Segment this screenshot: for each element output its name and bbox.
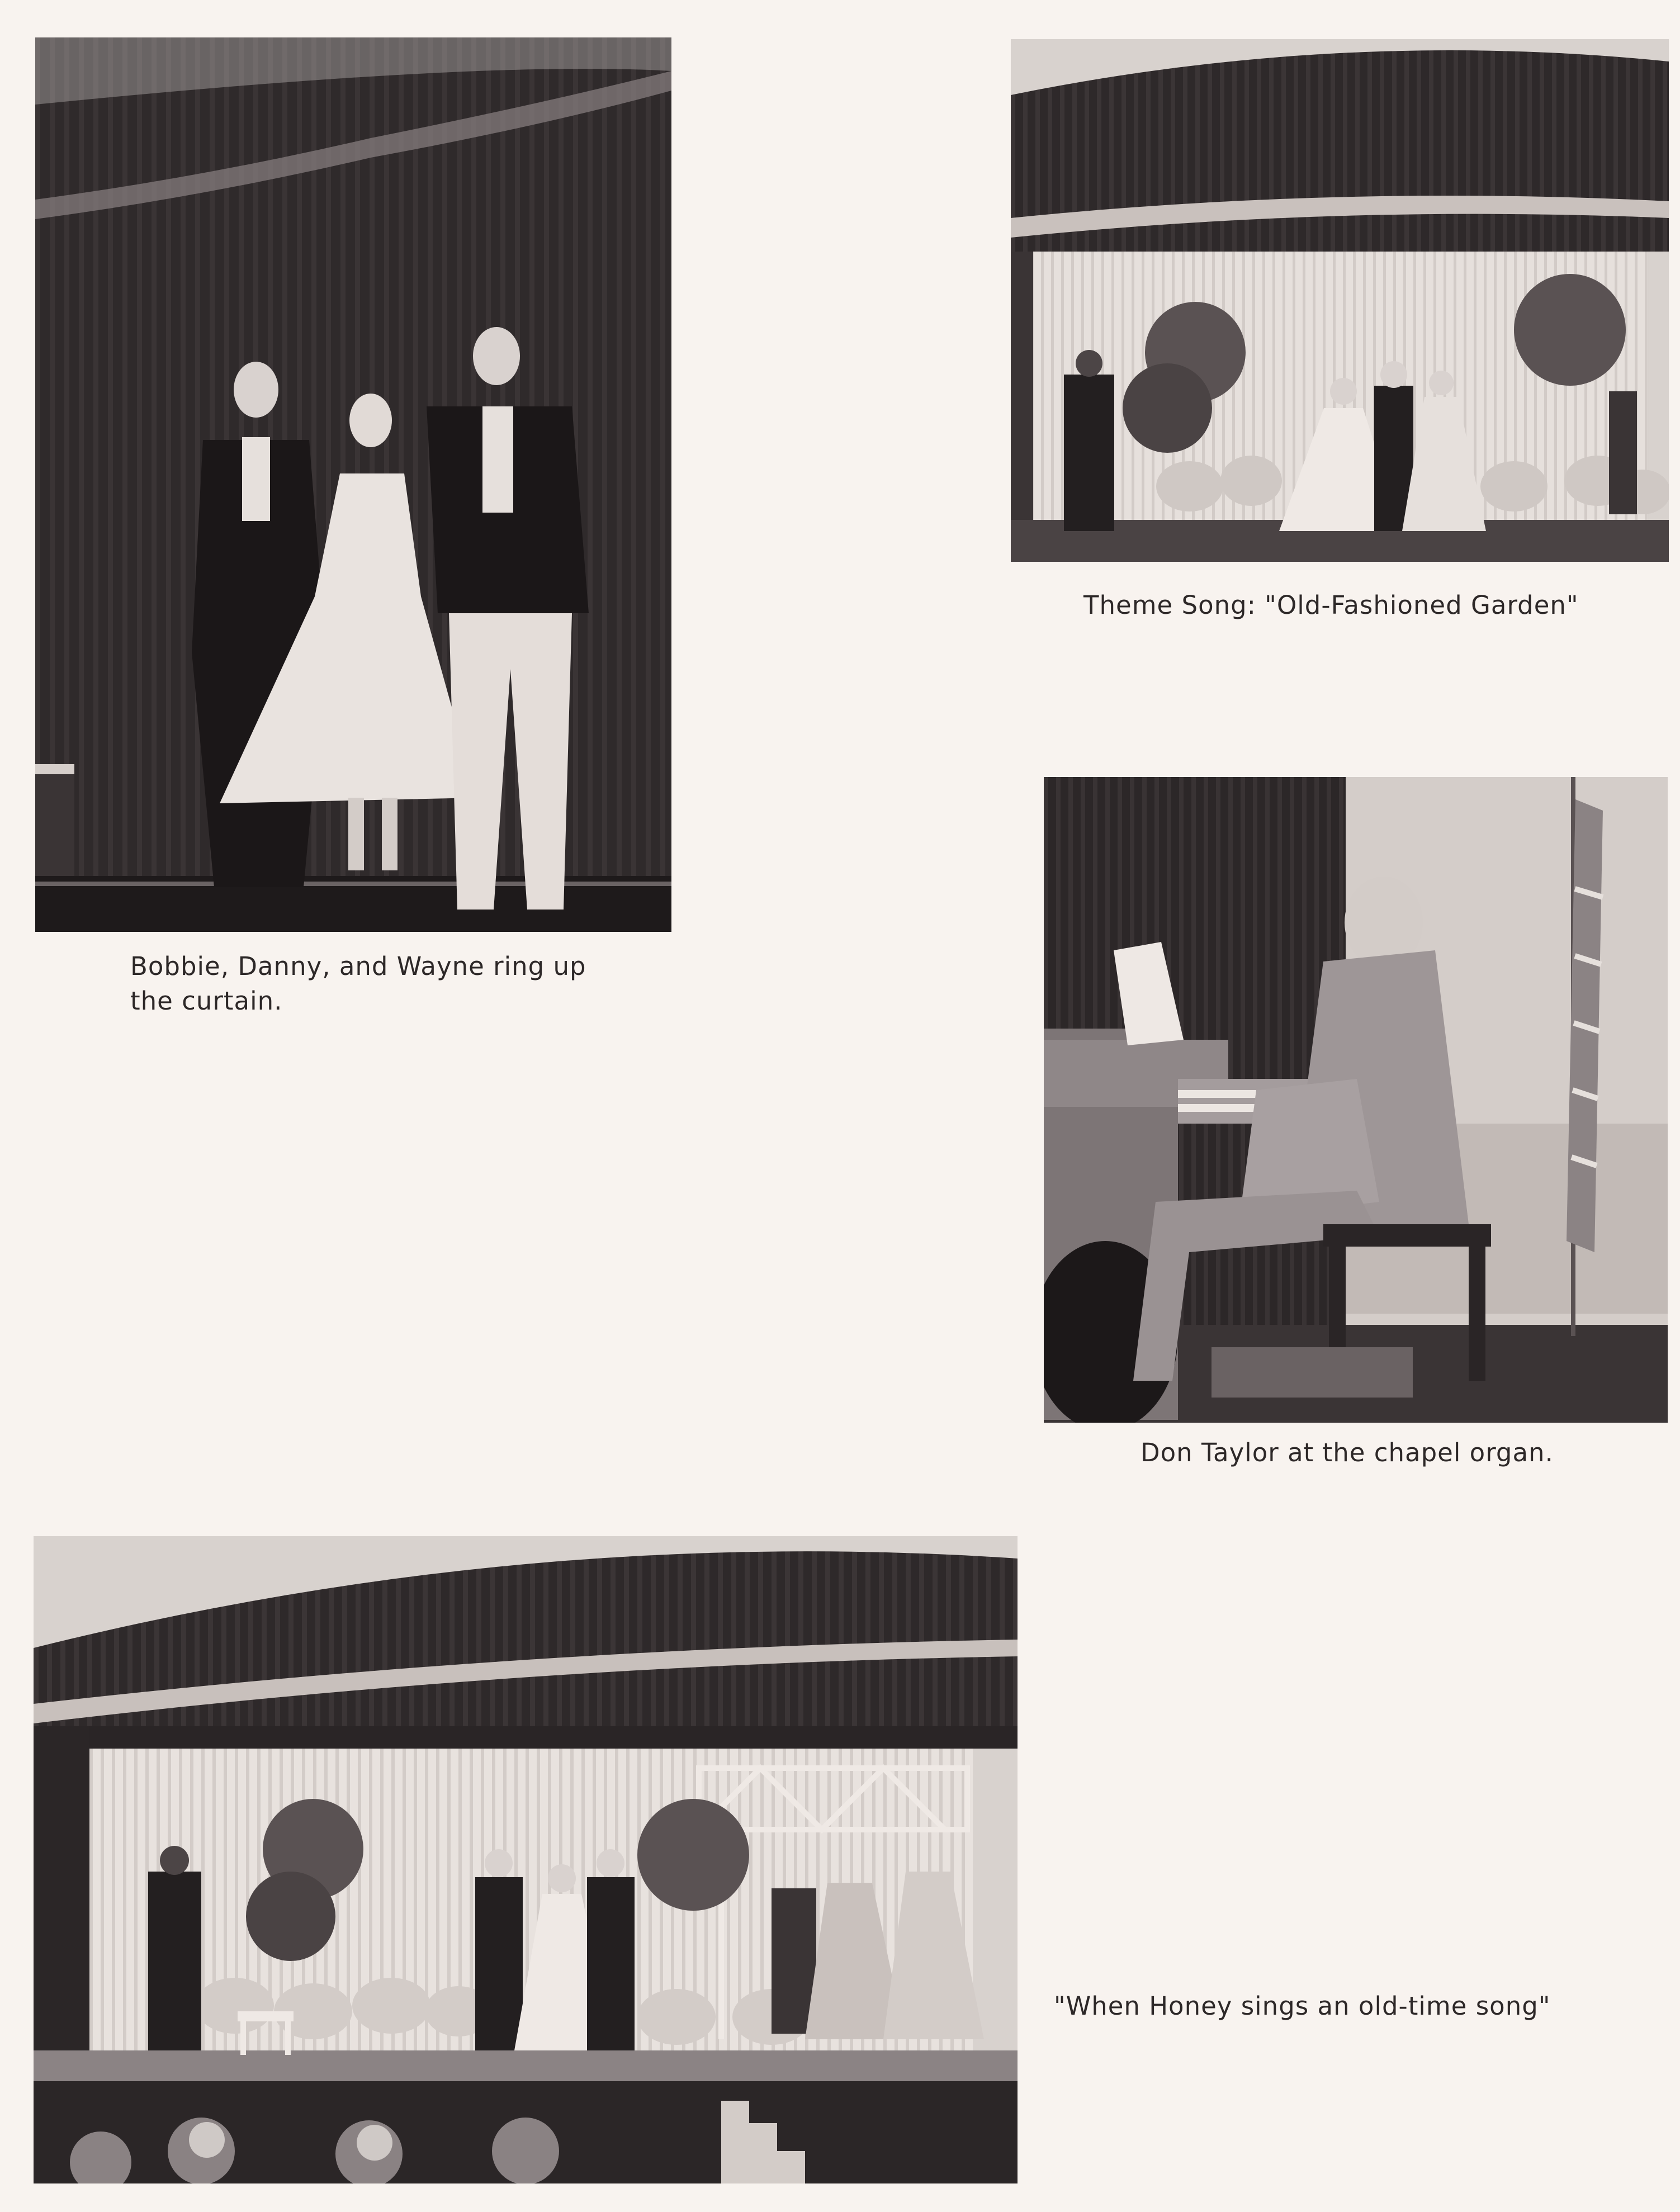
theme-song-photo-illustration	[1011, 39, 1669, 562]
trio-photo-illustration	[35, 37, 671, 932]
caption-organist: Don Taylor at the chapel organ.	[1140, 1438, 1554, 1467]
full-cast-photo-illustration	[34, 1536, 1018, 2183]
caption-full-cast: "When Honey sings an old-time song"	[1054, 1991, 1551, 2021]
photo-organist	[1044, 777, 1668, 1423]
photo-full-cast	[34, 1536, 1018, 2183]
caption-trio: Bobbie, Danny, and Wayne ring up the curtain.	[130, 951, 586, 1016]
caption-theme-song: Theme Song: "Old-Fashioned Garden"	[1083, 590, 1579, 620]
organist-photo-illustration	[1044, 777, 1668, 1423]
photo-trio-on-stage	[35, 37, 671, 932]
photo-theme-song-stage	[1011, 39, 1669, 562]
